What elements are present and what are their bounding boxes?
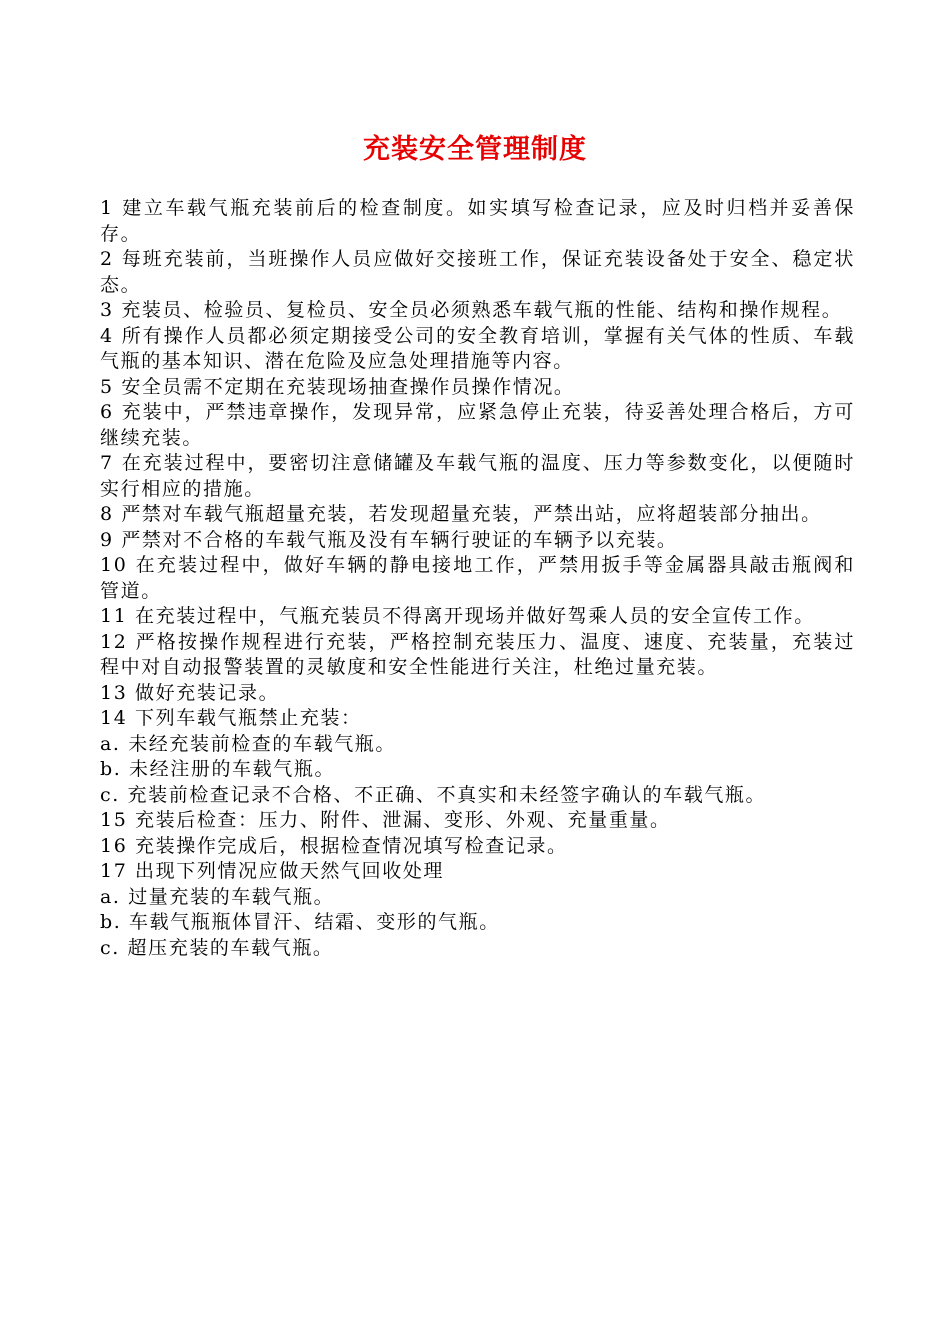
paragraph-14: 14 下列车载气瓶禁止充装： <box>100 707 362 729</box>
paragraph-5: 5 安全员需不定期在充装现场抽查操作员操作情况。 <box>100 375 575 398</box>
sub-item-14a: a. 未经充装前检查的车载气瓶。 <box>100 732 397 755</box>
paragraph-7: 7 在充装过程中，要密切注意储罐及车载气瓶的温度、压力等参数变化，以便随时实行相应的措施。 <box>100 452 855 500</box>
paragraph-1: 1 建立车载气瓶充装前后的检查制度。如实填写检查记录，应及时归档并妥善保存。 <box>100 197 855 245</box>
sub-item-14b: b. 未经注册的车载气瓶。 <box>100 758 336 780</box>
paragraph-4: 4 所有操作人员都必须定期接受公司的安全教育培训，掌握有关气体的性质、车载气瓶的基本知识、潜在危险及应急处理措施等内容。 <box>100 324 855 372</box>
sub-item-17a: a. 过量充装的车载气瓶。 <box>100 885 335 908</box>
paragraph-3: 3 充装员、检验员、复检员、安全员必须熟悉车载气瓶的性能、结构和操作规程。 <box>100 299 843 321</box>
paragraph-6: 6 充装中，严禁违章操作，发现异常，应紧急停止充装，待妥善处理合格后，方可继续充装。 <box>100 401 855 449</box>
paragraph-2: 2 每班充装前，当班操作人员应做好交接班工作，保证充装设备处于安全、稳定状态。 <box>100 248 855 296</box>
paragraph-16: 16 充装操作完成后，根据检查情况填写检查记录。 <box>100 834 568 857</box>
sub-item-14c: c. 充装前检查记录不合格、不正确、不真实和未经签字确认的车载气瓶。 <box>100 783 767 806</box>
document-body <box>100 196 855 961</box>
paragraph-12: 12 严格按操作规程进行充装，严格控制充装压力、温度、速度、充装量，充装过程中对自动报警装置的灵敏度和安全性能进行关注，杜绝过量充装。 <box>100 630 855 678</box>
paragraph-9: 9 严禁对不合格的车载气瓶及没有车辆行驶证的车辆予以充装。 <box>100 528 678 551</box>
paragraph-11: 11 在充装过程中，气瓶充装员不得离开现场并做好驾乘人员的安全宣传工作。 <box>100 605 815 627</box>
paragraph-8: 8 严禁对车载气瓶超量充装，若发现超量充装，严禁出站，应将超装部分抽出。 <box>100 503 822 525</box>
paragraph-10: 10 在充装过程中，做好车辆的静电接地工作，严禁用扳手等金属器具敲击瓶阀和管道。 <box>100 554 855 602</box>
sub-item-17c: c. 超压充装的车载气瓶。 <box>100 936 334 959</box>
paragraph-17: 17 出现下列情况应做天然气回收处理 <box>100 860 445 882</box>
paragraph-15: 15 充装后检查：压力、附件、泄漏、变形、外观、充量重量。 <box>100 809 671 831</box>
sub-item-17b: b. 车载气瓶瓶体冒汗、结霜、变形的气瓶。 <box>100 911 500 933</box>
document-title: 充装安全管理制度 <box>363 134 587 165</box>
paragraph-13: 13 做好充装记录。 <box>100 681 280 704</box>
